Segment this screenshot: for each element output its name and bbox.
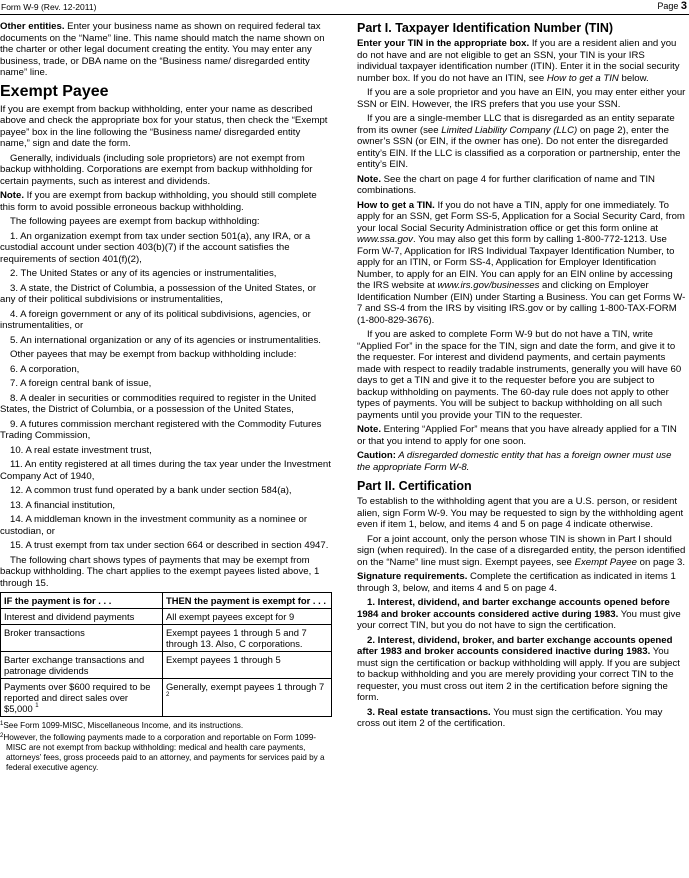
form-id: Form W-9 (Rev. 12-2011)	[1, 2, 97, 12]
cert-item-1	[357, 597, 687, 632]
table-header-cell: THEN the payment is exempt for . . .	[163, 593, 332, 609]
how-text: and clicking on Employer Identification Number (EIN) under Starting a Business. You can get Forms W-7 and SS-4 from the IRS by visiting IRS.gov or by calling 1-800-TAX-FORM (1-800-829-3676).	[357, 280, 686, 326]
other-entities-text: Enter your business name as shown on required federal tax documents on the “Name” line. This name should match the name shown on the charter or other legal document creating the entity. You may enter any business, trade, or DBA name on the “Business name/ disregarded entity name” line.	[0, 21, 325, 78]
how-to-get-tin	[357, 200, 687, 327]
cert-p2	[357, 534, 687, 569]
footnotes	[0, 721, 332, 773]
applied-for-note	[357, 424, 687, 447]
list-item: 9. A futures commission merchant registered with the Commodity Futures Trading Commission,	[0, 418, 322, 441]
cert-item-3	[357, 707, 687, 730]
applied-for-paragraph: If you are asked to complete Form W-9 but do not have a TIN, write “Applied For” in the space for the TIN, sign and date the form, and give it to the requester. For interest and dividend payments, and certain payments made with respect to readily tradable instruments, generally you will have 60 days to get a TIN and give it to the requester before you are subject to backup withholding on payments. The 60-day rule does not apply to other types of payments. You will be subject to backup withholding on all such payments until you provide your TIN to the requester.	[357, 329, 682, 421]
certification-heading: Part II. Certification	[357, 479, 472, 493]
signature-requirements	[357, 571, 687, 594]
tin-p1	[357, 38, 687, 84]
footnote-mark: 1	[0, 721, 4, 727]
table-header-row	[1, 593, 332, 609]
list-item: 10. A real estate investment trust,	[10, 444, 152, 456]
cert-p1: To establish to the withholding agent that you are a U.S. person, or resident alien, sign Form W-9. You may be requested to sign by the withholding agent even if item 1, below, and items 4 and 5 on page 4 indicate otherwise.	[357, 496, 684, 530]
list-item: 6. A corporation,	[10, 363, 80, 375]
list-item: 8. A dealer in securities or commodities required to register in the United States, the District of Columbia, or a possession of the United States,	[0, 392, 317, 415]
cert-item-text: You must sign the certification. You may cross out item 2 of the certification.	[357, 706, 663, 729]
cert-p2-ref: Exempt Payee	[574, 556, 637, 568]
page-label: Page	[657, 1, 679, 11]
tin-note	[357, 174, 687, 197]
other-entities-heading: Other entities.	[0, 21, 65, 32]
table-row	[1, 625, 332, 652]
tin-p3-end: on page 2), enter the owner’s SSN (or EIN, if the owner has one). Do not enter the disregarded entity’s EIN. If the LLC is classified as a corporation or partnership, enter the entity’s EIN.	[357, 124, 681, 170]
table-row	[1, 679, 332, 717]
footnote-text: However, the following payments made to a corporation and reportable on Form 1099-MISC are not exempt from backup withholding: medical and health care payments, attorneys’ fees, gross proceeds paid to an attorney, and payments for services paid by a federal executive agency.	[3, 733, 325, 772]
list-item: 12. A common trust fund operated by a bank under section 584(a),	[10, 485, 292, 496]
note-label: Note.	[0, 190, 24, 201]
table-cell: Interest and dividend payments	[1, 609, 163, 625]
tin-heading: Part I. Taxpayer Identification Number (TIN)	[357, 21, 614, 35]
table-cell: Broker transactions	[1, 625, 163, 652]
caution-text: A disregarded domestic entity that has a foreign owner must use the appropriate Form W-8.	[357, 450, 672, 473]
other-entities-paragraph	[0, 21, 332, 79]
list-item: 14. A middleman known in the investment community as a nominee or custodian, or	[0, 514, 308, 537]
left-column	[0, 21, 332, 775]
cert-item-lead: 2. Interest, dividend, broker, and barter exchange accounts opened after 1983 and broker accounts considered inactive during 1983.	[357, 634, 673, 657]
note-label: Note.	[357, 173, 381, 185]
table-cell: Barter exchange transactions and patronage dividends	[1, 652, 163, 679]
footnote-1	[0, 721, 332, 731]
page-num: 3	[680, 0, 687, 12]
tin-p3-text: If you are a single-member LLC that is disregarded as an entity separate from its owner (see	[357, 113, 675, 136]
table-row	[1, 609, 332, 625]
footnote-ref: 1	[35, 703, 39, 709]
table-header-cell: IF the payment is for . . .	[1, 593, 163, 609]
list-item: 2. The United States or any of its agencies or instrumentalities,	[10, 268, 277, 279]
tin-p1-text: If you are a resident alien and you do not have and are not eligible to get an SSN, your TIN is your IRS individual taxpayer identification number (ITIN). Enter it in the social security number box. If you do not have an ITIN, see	[357, 38, 680, 84]
list-item: 15. A trust exempt from tax under section 664 or described in section 4947.	[10, 540, 329, 551]
footnote-ref: 2	[166, 692, 170, 698]
exempt-payment-chart	[0, 592, 332, 717]
list-item: 3. A state, the District of Columbia, a possession of the United States, or any of their political subdivisions or instrumentalities,	[0, 282, 317, 305]
exempt-p3: The following payees are exempt from backup withholding:	[10, 216, 260, 227]
footnote-2	[0, 733, 332, 773]
ssa-url: www.ssa.gov	[357, 234, 413, 245]
right-column	[357, 21, 687, 733]
list-item: 11. An entity registered at all times during the tax year under the Investment Company Act of 1940,	[0, 459, 331, 482]
tin-p2: If you are a sole proprietor and you have an EIN, you may enter either your SSN or EIN. However, the IRS prefers that you use your SSN.	[357, 87, 686, 110]
exempt-note	[0, 190, 332, 213]
irs-url: www.irs.gov/businesses	[437, 280, 540, 291]
note-label: Note.	[357, 424, 381, 435]
page-number	[657, 1, 687, 13]
how-text: . You may also get this form by calling 1-800-772-1213. Use Form W-7, Application for IRS Individual Taxpayer Identification Number, to apply for an ITIN, or Form SS-4, Application for Employer Identification Number, to apply for an EIN. You can apply for an EIN online by accessing the IRS website at	[357, 234, 675, 291]
exempt-p4: Other payees that may be exempt from backup withholding include:	[10, 349, 297, 360]
exempt-payee-heading: Exempt Payee	[0, 82, 109, 100]
table-cell: All exempt payees except for 9	[163, 609, 332, 625]
cert-item-2	[357, 635, 687, 704]
how-to-get-tin-lead: How to get a TIN.	[357, 199, 435, 211]
list-item: 4. A foreign government or any of its political subdivisions, agencies, or instrumentalities, or	[0, 308, 311, 331]
footnote-mark: 2	[0, 733, 4, 739]
tin-p1-end: below.	[618, 72, 649, 84]
exempt-p5: The following chart shows types of payments that may be exempt from backup withholding. The chart applies to the exempt payees listed above, 1 through 15.	[0, 554, 320, 589]
table-cell: Exempt payees 1 through 5	[163, 652, 332, 679]
table-cell	[1, 679, 163, 717]
note-text: See the chart on page 4 for further clarification of name and TIN combinations.	[357, 173, 655, 196]
cert-item-lead: 3. Real estate transactions.	[367, 706, 491, 718]
note-text: Entering “Applied For” means that you have already applied for a TIN or that you intend to apply for one soon.	[357, 424, 677, 447]
caution-label: Caution:	[357, 450, 396, 461]
cert-p2-end: on page 3.	[636, 556, 685, 568]
cert-item-text: You must give your correct TIN, but you do not have to sign the certification.	[357, 608, 681, 631]
tin-p3	[357, 113, 687, 171]
tin-p3-ref: Limited Liability Company (LLC)	[441, 124, 578, 136]
page-header	[0, 0, 689, 15]
cert-item-lead: 1. Interest, dividend, and barter exchange accounts opened before 1984 and broker accounts considered active during 1983.	[357, 597, 670, 620]
cell-text: Generally, exempt payees 1 through 7	[166, 681, 325, 692]
caution	[357, 450, 687, 473]
how-text: If you do not have a TIN, apply for one immediately. To apply for an SSN, get Form SS-5, Application for a Social Security Card, from your local Social Security Administration office or get this form online at	[357, 199, 685, 234]
exempt-p2: Generally, individuals (including sole proprietors) are not exempt from backup withholding. Corporations are exempt from backup withholding for certain payments, such as interest and dividends.	[0, 152, 313, 187]
signature-req-text: Complete the certification as indicated in items 1 through 3, below, and items 4 and 5 on page 4.	[357, 571, 676, 594]
list-item: 1. An organization exempt from tax under section 501(a), any IRA, or a custodial account under section 403(b)(7) if the account satisfies the requirements of section 401(f)(2),	[0, 230, 311, 265]
cert-p2-text: For a joint account, only the person whose TIN is shown in Part I should sign (when required). In the case of a disregarded entity, the person identified on the “Name” line must sign. Exempt payees, see	[357, 533, 686, 568]
exempt-p1: If you are exempt from backup withholding, enter your name as described above and check the appropriate box for your status, then check the “Exempt payee” box in the line following the “Business name/ disregarded entity name,” sign and date the form.	[0, 103, 328, 149]
table-cell	[163, 679, 332, 717]
table-row	[1, 652, 332, 679]
list-item: 13. A financial institution,	[10, 499, 116, 511]
note-text: If you are exempt from backup withholding, you should still complete this form to avoid possible erroneous backup withholding.	[0, 190, 317, 213]
footnote-text: See Form 1099-MISC, Miscellaneous Income, and its instructions.	[3, 721, 244, 730]
tin-p1-ref: How to get a TIN	[546, 72, 619, 84]
signature-req-lead: Signature requirements.	[357, 571, 468, 582]
list-item: 5. An international organization or any of its agencies or instrumentalities.	[10, 334, 321, 346]
table-cell: Exempt payees 1 through 5 and 7 through 13. Also, C corporations.	[163, 625, 332, 652]
list-item: 7. A foreign central bank of issue,	[10, 378, 152, 389]
tin-p1-lead: Enter your TIN in the appropriate box.	[357, 38, 530, 49]
cell-text: Payments over $600 required to be reported and direct sales over $5,000	[4, 681, 151, 714]
cert-item-text: You must sign the certification or backup withholding will apply. If you are subject to backup withholding and you are merely providing your correct TIN to the requester, you must cross out item 2 in the certification before signing the form.	[357, 646, 680, 703]
